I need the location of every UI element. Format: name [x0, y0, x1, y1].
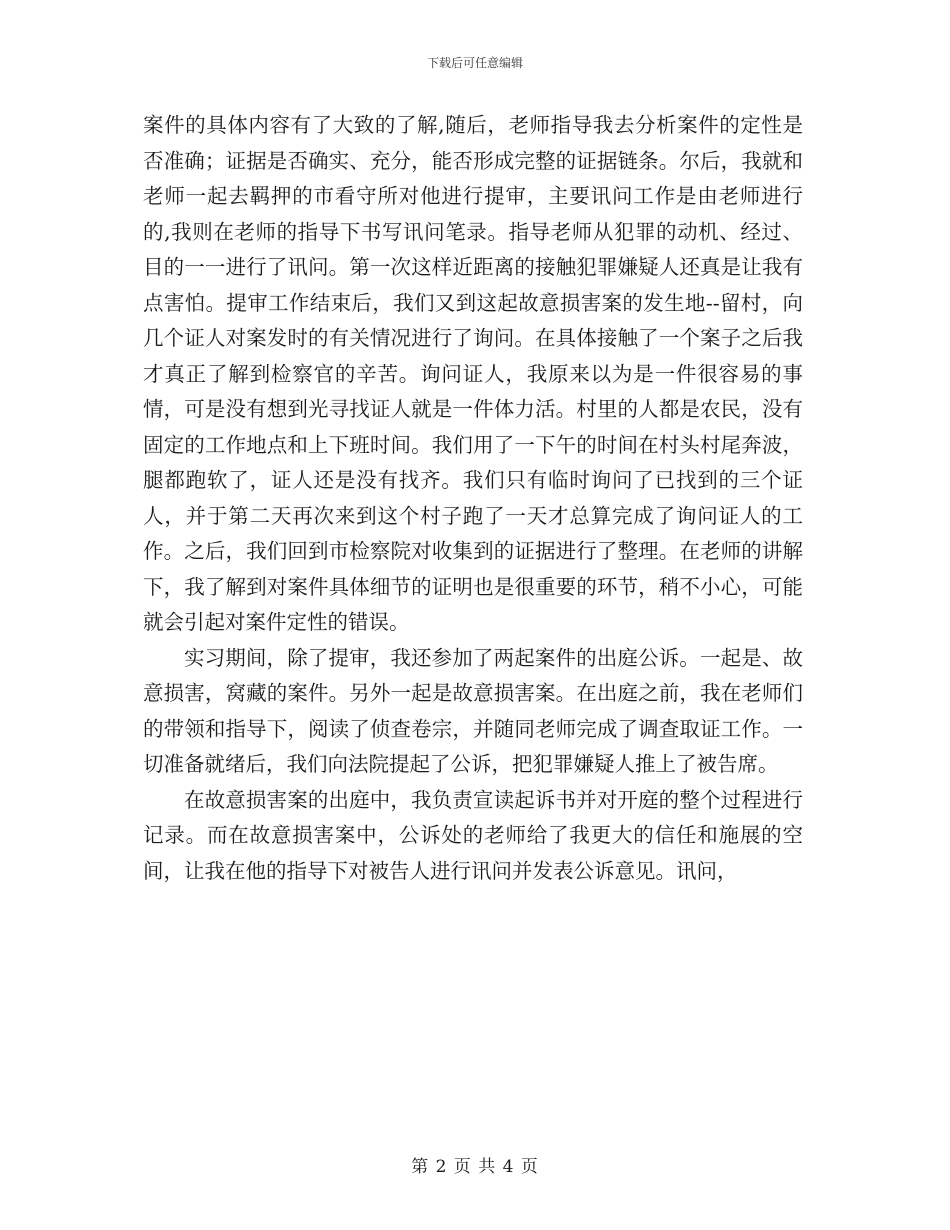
paragraph-1: 案件的具体内容有了大致的了解,随后，老师指导我去分析案件的定性是否准确；证据是否确实、充分，能否形成完整的证据链条。尔后，我就和老师一起去羁押的市看守所对他进行提审，主要讯问工作是由老师进行的,我则在老师的指导下书写讯问笔录。指导老师从犯罪的动机、经过、目的一一进行了讯问。第一次这样近距离的接触犯罪嫌疑人还真是让我有点害怕。提审工作结束后，我们又到这起故意损害案的发生地--留村，向几个证人对案发时的有关情况进行了询问。在具体接触了一个案子之后我才真正了解到检察官的辛苦。询问证人，我原来以为是一件很容易的事情，可是没有想到光寻找证人就是一件体力活。村里的人都是农民，没有固定的工作地点和上下班时间。我们用了一下午的时间在村头村尾奔波，腿都跑软了，证人还是没有找齐。我们只有临时询问了已找到的三个证人，并于第二天再次来到这个村子跑了一天才总算完成了询问证人的工作。之后，我们回到市检察院对收集到的证据进行了整理。在老师的讲解下，我了解到对案件具体细节的证明也是很重要的环节，稍不小心，可能就会引起对案件定性的错误。	[143, 113, 803, 634]
page-number: 第 2 页 共 4 页	[411, 1157, 539, 1177]
document-body	[143, 108, 803, 889]
paragraph-3: 在故意损害案的出庭中，我负责宣读起诉书并对开庭的整个过程进行记录。而在故意损害案中，公诉处的老师给了我更大的信任和施展的空间，让我在他的指导下对被告人进行讯问并发表公诉意见。讯问，	[143, 787, 803, 883]
page-header: 下载后可任意编辑	[426, 56, 523, 70]
paragraph-2: 实习期间，除了提审，我还参加了两起案件的出庭公诉。一起是、故意损害，窝藏的案件。另外一起是故意损害案。在出庭之前，我在老师们的带领和指导下，阅读了侦查卷宗，并随同老师完成了调查取证工作。一切准备就绪后，我们向法院提起了公诉，把犯罪嫌疑人推上了被告席。	[143, 645, 803, 776]
